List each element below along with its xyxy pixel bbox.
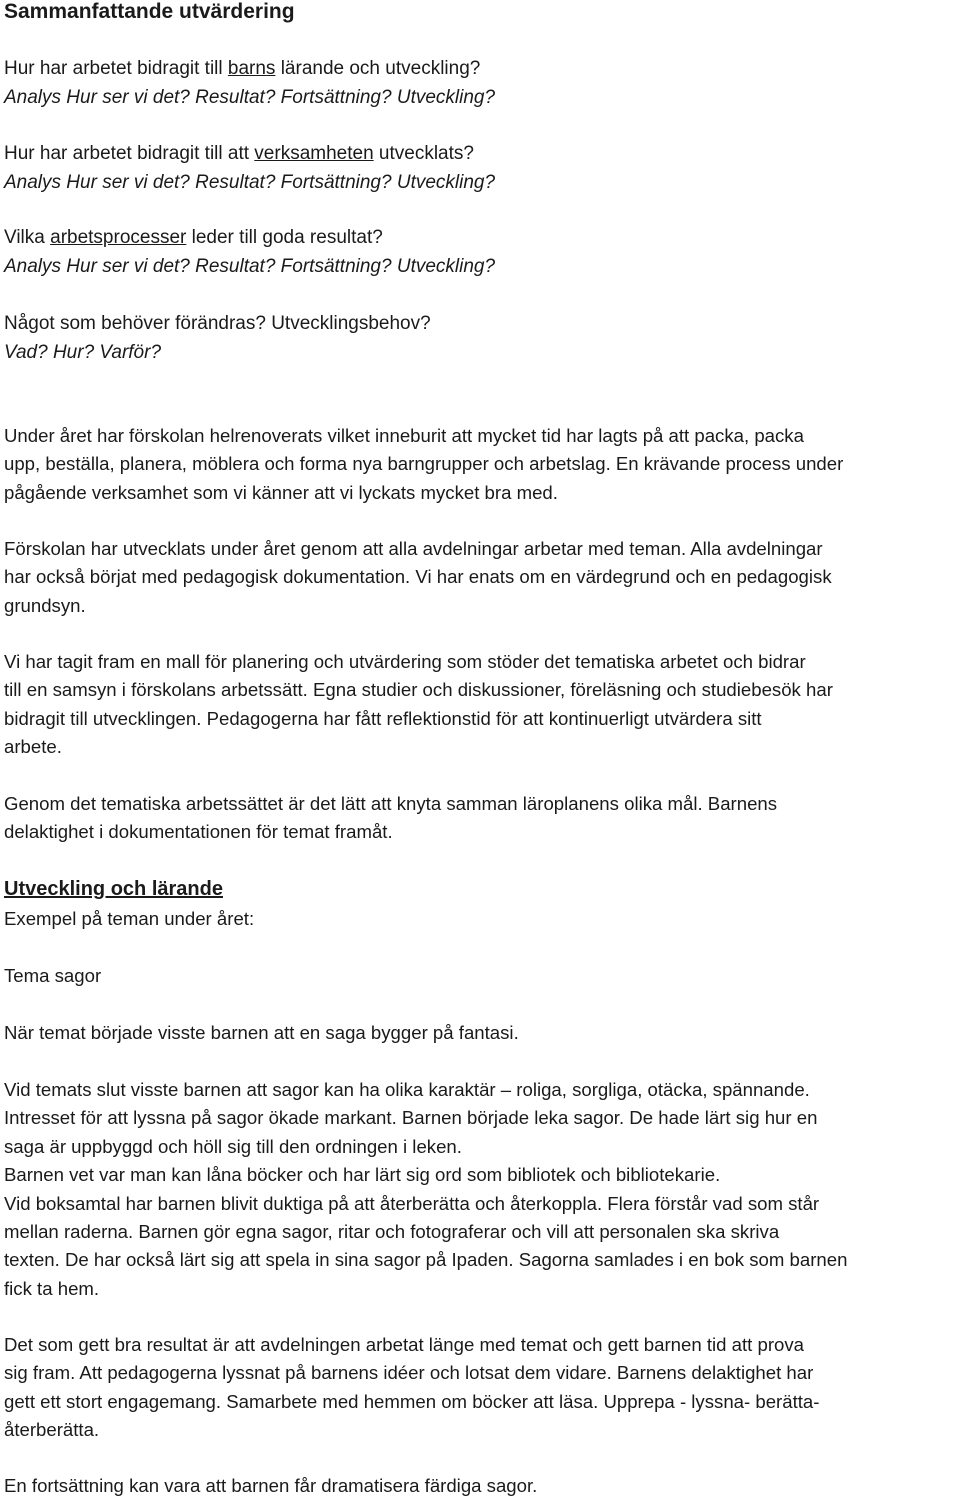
paragraph-line: Vid temats slut visste barnen att sagor kan ha olika karaktär – roliga, sorgliga, otäcka, spännande. <box>4 1079 810 1100</box>
paragraph-line: delaktighet i dokumentationen för temat framåt. <box>4 821 393 843</box>
question-followup: Analys Hur ser vi det? Resultat? Fortsättning? Utveckling? <box>4 172 496 193</box>
paragraph-line: Intresset för att lyssna på sagor ökade markant. Barnen började leka sagor. De hade lärt sig hur en <box>4 1107 818 1129</box>
paragraph-results <box>4 1331 952 1445</box>
paragraph-line: grundsyn. <box>4 594 86 616</box>
question-text: utvecklats? <box>373 143 474 164</box>
paragraph-line: Vid boksamtal har barnen blivit duktiga på att återberätta och återkoppla. Flera förstår vad som står <box>4 1192 820 1214</box>
paragraph-line: till en samsyn i förskolans arbetssätt. Egna studier och diskussioner, föreläsning och studiebesök har <box>4 679 833 701</box>
paragraph-continuation <box>4 1472 952 1500</box>
paragraph-renovation <box>4 422 952 507</box>
paragraph-line: Tema sagor <box>4 965 102 986</box>
question-line: Något som behöver förändras? Utvecklingsbehov? <box>4 313 431 334</box>
section-intro <box>4 905 952 933</box>
question-followup: Analys Hur ser vi det? Resultat? Fortsättning? Utveckling? <box>4 87 496 108</box>
paragraph-line: sig fram. Att pedagogerna lyssnat på barnens idéer och lotsat dem vidare. Barnens delaktighet har <box>4 1362 814 1384</box>
paragraph-planning <box>4 648 952 762</box>
question-block-1 <box>4 54 495 112</box>
paragraph-line: mellan raderna. Barnen gör egna sagor, ritar och fotograferar och vill att personalen ska skriva <box>4 1221 780 1243</box>
question-text: Vilka <box>4 227 51 248</box>
question-block-3 <box>4 223 495 281</box>
paragraph-line: arbete. <box>4 736 62 758</box>
question-underlined-word: barns <box>227 58 276 79</box>
paragraph-line: fick ta hem. <box>4 1277 100 1299</box>
paragraph-line: Under året har förskolan helrenoverats vilket inneburit att mycket tid har lagts på att packa, packa <box>4 425 804 446</box>
paragraph-line: En fortsättning kan vara att barnen får dramatisera färdiga sagor. <box>4 1475 538 1496</box>
paragraph-line: Barnen vet var man kan låna böcker och har lärt sig ord som bibliotek och bibliotekarie. <box>4 1164 721 1186</box>
question-underlined-word: arbetsprocesser <box>50 227 187 248</box>
question-text: Hur har arbetet bidragit till <box>4 58 228 79</box>
paragraph-line: pågående verksamhet som vi känner att vi lyckats mycket bra med. <box>4 481 558 503</box>
paragraph-line: återberätta. <box>4 1419 100 1441</box>
question-line <box>4 54 495 83</box>
paragraph-line: gett ett stort engagemang. Samarbete med hemmen om böcker att läsa. Upprepa - lyssna- berätta- <box>4 1390 820 1412</box>
paragraph-theme-end <box>4 1076 952 1303</box>
paragraph-line: Förskolan har utvecklats under året genom att alla avdelningar arbetar med teman. Alla avdelningar <box>4 538 823 559</box>
paragraph-line: bidragit till utvecklingen. Pedagogerna har fått reflektionstid för att kontinuerligt utvärdera sitt <box>4 707 762 729</box>
question-underlined-word: verksamheten <box>254 143 374 164</box>
paragraph-line: texten. De har också lärt sig att spela in sina sagor på Ipaden. Sagorna samlades i en bok som barnen <box>4 1249 848 1271</box>
document-title: Sammanfattande utvärdering <box>4 0 295 23</box>
paragraph-line: saga är uppbyggd och höll sig till den ordningen i leken. <box>4 1135 462 1157</box>
paragraph-line: Genom det tematiska arbetssättet är det lätt att knyta samman läroplanens olika mål. Barnens <box>4 793 778 814</box>
paragraph-line: Vi har tagit fram en mall för planering och utvärdering som stöder det tematiska arbetet och bidrar <box>4 651 806 672</box>
theme-title <box>4 962 952 990</box>
question-text: lärande och utveckling? <box>275 58 481 79</box>
paragraph-line: Det som gett bra resultat är att avdelningen arbetat länge med temat och gett barnen tid att prova <box>4 1334 805 1355</box>
paragraph-line: upp, beställa, planera, möblera och forma nya barngrupper och arbetslag. En krävande process under <box>4 453 844 475</box>
question-line <box>4 139 495 168</box>
paragraph-line: När temat började visste barnen att en saga bygger på fantasi. <box>4 1022 519 1043</box>
paragraph-thematic <box>4 790 952 847</box>
paragraph-line: Exempel på teman under året: <box>4 908 255 929</box>
paragraph-line: har också börjat med pedagogisk dokumentation. Vi har enats om en värdegrund och en pedagogisk <box>4 566 832 588</box>
question-followup: Vad? Hur? Varför? <box>4 342 162 363</box>
question-text: Hur har arbetet bidragit till att <box>4 143 255 164</box>
question-block-4 <box>4 309 431 367</box>
paragraph-development <box>4 535 952 620</box>
question-block-2 <box>4 139 495 197</box>
question-line <box>4 223 495 252</box>
paragraph-theme-start <box>4 1019 952 1047</box>
question-text: leder till goda resultat? <box>186 227 383 248</box>
question-followup: Analys Hur ser vi det? Resultat? Fortsättning? Utveckling? <box>4 256 496 277</box>
section-heading: Utveckling och lärande <box>4 878 223 900</box>
